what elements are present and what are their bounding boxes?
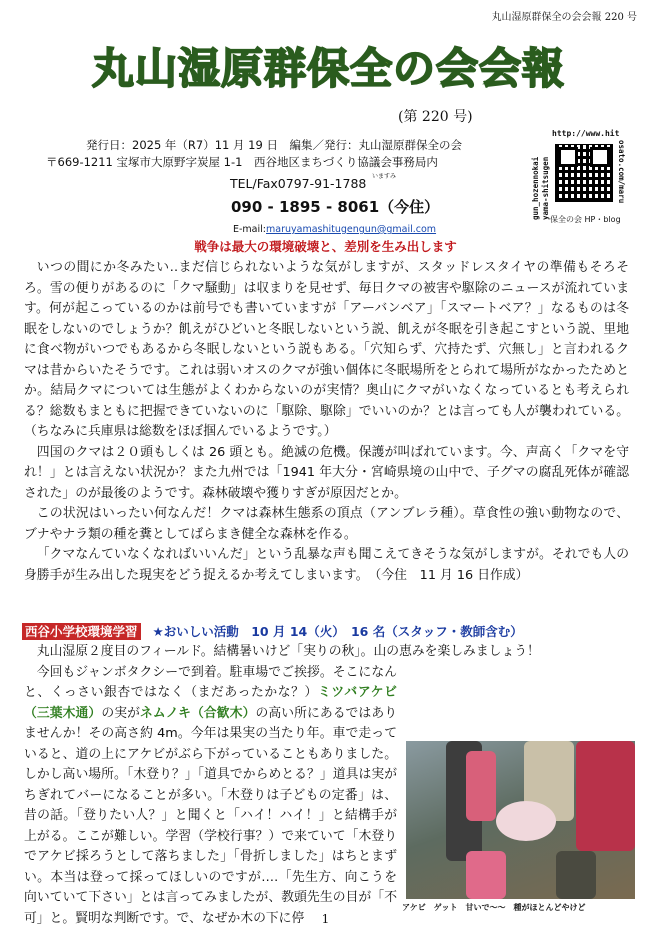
- paragraph: この状況はいったい何なんだ！クマは森林生態系の頂点（アンブレラ種）。草食性の強い動物なので、ブナやナラ類の種を糞としてばらまき健全な森林を作る。: [24, 506, 629, 542]
- address: 〒669-1211 宝塚市大原野字炭屋 1-1 西谷地区まちづくり協議会事務局内: [46, 155, 438, 169]
- qr-url-vertical-left: yama-shitsugen: [541, 156, 550, 220]
- headline: 戦争は最大の環境破壊と、差別を生み出します: [194, 239, 457, 254]
- qr-caption: 保全の会 HP・blog: [550, 215, 621, 224]
- issue-number: (第 220 号): [398, 109, 473, 125]
- header-issue-note: 丸山湿原群保全の会会報 220 号: [491, 12, 637, 23]
- text-run: の実が: [101, 705, 140, 721]
- qr-url-vertical-right: osato.com/maru: [617, 140, 626, 204]
- akebi-photo: [406, 741, 635, 899]
- email-label: E-mail:: [233, 224, 266, 235]
- email-link[interactable]: maruyamashitugengun@gmail.com: [266, 224, 437, 235]
- section-subtitle: ★おいしい活動 10 月 14（火） 16 名（スタッフ・教師含む）: [152, 624, 523, 639]
- text-run: 今回もジャンボタクシーで到着。駐車場でご挨拶。そこになんと、くっさい銀杏ではなく（まだあったかな？）: [24, 664, 397, 700]
- qr-url-top: http://www.hit: [552, 129, 620, 138]
- section-header: [22, 622, 523, 640]
- phone-number: 090 - 1895 - 8061（今住）: [231, 198, 440, 216]
- publish-info: 発行日：2025 年（R7）11 月 19 日 編集／発行：丸山湿原群保全の会: [86, 138, 462, 152]
- qr-url-vertical-left2: gun_hozennokai: [531, 156, 540, 220]
- ruby-reading: いますみ: [372, 173, 397, 180]
- text-run: の高い所にあるではありませんか！その高さ約 4m。今年は果実の当たり年。車で走っていると、道の上にアケビがぶら下がっていることもありました。しかし高い場所。「木登り？」「道具でからめとる？」道具は実がちぎれてバーになることが多い。「木登りは子どもの定番」は、昔の話。「登りたい人？」と聞くと「ハイ！ハイ！」と結構手が上がる。ここが難しい。学習（学校行事？）で来ていて「木登りでアケビ採ろうとして落ちました」「骨折しました」はちとまずい。本当は登って採ってほしいのですが‥‥「先生方、向こうを向いていて下さい」とは言ってみましたが、教頭先生の目が「不可」と。賢明な判断です。で、なぜか木の下に停: [24, 705, 398, 926]
- paragraph: いつの間にか冬みたい‥まだ信じられないような気がしますが、スタッドレスタイヤの準備もそろそろ。雪の便りがあるのに「クマ騒動」は収まりを見せず、毎日クマの被害や駆除のニュースが流れています。何が起こっているのかは前号でも書いていますが「アーバンベア」「スマートベア？」なるものは冬眠をしないのでしょうか？飢えがひどいと冬眠しないという説、飢えが冬眠を引き起こすという説、里地に食べ物がいつでもあるから冬眠しないという説もある。「穴知らず、穴持たず、穴無し」と言われるクマは昔からいたそうです。これは弱いオスのクマが強い個体に冬眠場所をとられて場所がなかったためとか。結局クマについては生態がよくわからないのが実情？奥山にクマがいなくなっているとも考えられる？総数もまともに把握できていないのに「駆除、駆除」でいいのか？とは言っても人が襲われている。（ちなみに兵庫県は総数をほぼ掴んでいるようです。）: [24, 260, 629, 439]
- akebi-term: ミツバアケビ（三葉木通）: [24, 685, 397, 721]
- newsletter-title: 丸山湿原群保全の会会報: [92, 44, 566, 93]
- email-line: [233, 224, 436, 235]
- section-tag: 西谷小学校環境学習: [22, 623, 141, 640]
- article-body: [24, 258, 629, 586]
- page-number: 1: [321, 912, 330, 926]
- section-paragraph: 丸山湿原２度目のフィールド。結構暑いけど「実りの秋」。山の恵みを楽しみましょう！: [36, 644, 540, 659]
- qr-code[interactable]: [555, 144, 613, 202]
- paragraph: 四国のクマは２０頭もしくは 26 頭とも。絶滅の危機。保護が叫ばれています。今、声高く「クマを守れ！」とは言えない状況か？また九州では「1941 年大分・宮崎県境の山中で、子グマの腐乱死体が確認された」のが最後のようです。森林破壊や獲りすぎが原因だとか。: [24, 444, 629, 501]
- photo-caption: アケビ ゲット 甘いで〜〜 種がほとんどやけど: [402, 903, 586, 912]
- paragraph: 「クマなんていなくなればいいんだ」という乱暴な声も聞こえてきそうな気がしますが。それでも人の身勝手が生み出した現実をどう捉えるか考えてしまいます。 （今住 11 月 16 日作成）: [24, 547, 629, 583]
- nemunoki-term: ネムノキ（合歓木）: [140, 705, 256, 721]
- tel-fax: TEL/Fax0797-91-1788: [230, 176, 367, 191]
